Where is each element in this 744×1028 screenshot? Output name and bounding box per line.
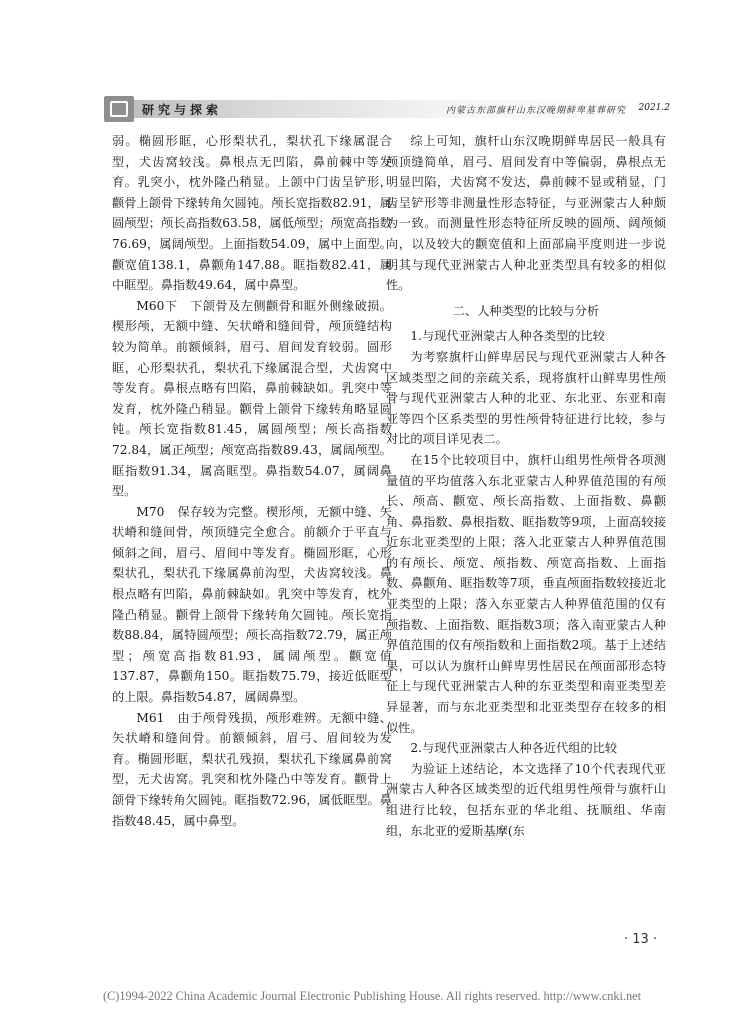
- paragraph: M60下 下颌骨及左侧颧骨和眶外侧缘破损。楔形颅，无额中缝、矢状嵴和缝间骨，颅顶缝结构较为简单。前额倾斜，眉弓、眉间发育较弱。圆形眶，心形梨状孔，梨状孔下缘属混合型，犬齿窝中等发育。鼻根点略有凹陷，鼻前棘缺如。乳突中等发育，枕外隆凸稍显。颧骨上颌骨下缘转角略显圆钝。颅长宽指数81.45，属圆颅型；颅长高指数72.84，属正颅型；颅宽高指数89.43，属阔颅型。眶指数91.34，属高眶型。鼻指数54.07，属阔鼻型。: [112, 298, 392, 499]
- paragraph: 为考察旗杆山鲜卑居民与现代亚洲蒙古人种各区域类型之间的亲疏关系，现将旗杆山鲜卑男性颅骨与现代亚洲蒙古人种的北亚、东北亚、东亚和南亚等四个区系类型的男性颅骨特征进行比较，参与对比的项目详见表二。: [386, 349, 666, 447]
- paragraph: M61 由于颅骨残损，颅形难辨。无额中缝、矢状嵴和缝间骨。前额倾斜，眉弓、眉间较为发育。椭圆形眶，梨状孔残损，梨状孔下缘属鼻前窝型，无犬齿窝。乳突和枕外隆凸中等发育。颧骨上颌骨下缘转角欠圆钝。眶指数72.96，属低眶型。鼻指数48.45，属中鼻型。: [112, 710, 392, 828]
- header-year: 2021.2: [638, 103, 670, 113]
- paragraph: 综上可知，旗杆山东汉晚期鲜卑居民一般具有颅顶缝简单，眉弓、眉间发育中等偏弱，鼻根点无明显凹陷，犬齿窝不发达，鼻前棘不显或稍显，门齿呈铲形等非测量性形态特征，与亚洲蒙古人种颇为一致。而测量性形态特征所反映的圆颅、阔颅倾向，以及较大的颧宽值和上面部扁平度则进一步说明其与现代亚洲蒙古人种北亚类型具有较多的相似性。: [386, 134, 666, 293]
- running-header: [104, 96, 672, 120]
- paragraph: M70 保存较为完整。楔形颅，无额中缝、矢状嵴和缝间骨，颅顶缝完全愈合。前额介于平直与倾斜之间，眉弓、眉间中等发育。椭圆形眶，心形梨状孔，梨状孔下缘属鼻前沟型，犬齿窝较浅。鼻根点略有凹陷，鼻前棘缺如。乳突中等发育，枕外隆凸稍显。颧骨上颌骨下缘转角欠圆钝。颅长宽指数88.84，属特圆颅型；颅长高指数72.79，属正颅型；颅宽高指数81.93，属阔颅型。颧宽值137.87，鼻颧角150。眶指数75.79，接近低眶型的上限。鼻指数54.87，属阔鼻型。: [112, 504, 392, 705]
- section-heading: 二、人种类型的比较与分析: [452, 303, 600, 318]
- paragraph: 在15个比较项目中，旗杆山组男性颅骨各项测量值的平均值落入东北亚蒙古人种界值范围的有颅长、颅高、颧宽、颅长高指数、上面指数、鼻颧角、鼻指数、鼻根指数、眶指数等9项，上面高较接近东北亚类型的上限；落入北亚蒙古人种界值范围的有颅长、颅宽、颅指数、颅宽高指数、上面指数、鼻颧角、眶指数等7项，垂直颅面指数较接近北亚类型的上限；落入东亚蒙古人种界值范围的仅有颅指数、上面指数、眶指数3项；落入南亚蒙古人种界值范围的仅有颅指数和上面指数2项。基于上述结果，可以认为旗杆山鲜卑男性居民在颅面部形态特征上与现代亚洲蒙古人种的东亚类型和南亚类型差异显著，而与东北亚类型和北亚类型存在较多的相似性。: [386, 452, 666, 735]
- header-journal-title: 内蒙古东部旗杆山东汉晚期鲜卑墓葬研究: [445, 106, 626, 116]
- left-column: [112, 131, 392, 831]
- copyright-footer: (C)1994-2022 China Academic Journal Electronic Publishing House. All rights reserved. http://www.cnki.net: [102, 989, 642, 1003]
- journal-logo-icon: [104, 96, 134, 122]
- subsection-heading: 2.与现代亚洲蒙古人种各近代组的比较: [410, 741, 618, 756]
- page-number: · 13 ·: [624, 932, 658, 947]
- header-section-title: 研究与探索: [142, 103, 223, 117]
- subsection-heading: 1.与现代亚洲蒙古人种各类型的比较: [410, 329, 605, 344]
- right-column: [386, 131, 666, 841]
- paragraph: 弱。椭圆形眶，心形梨状孔，梨状孔下缘属混合型，犬齿窝较浅。鼻根点无凹陷，鼻前棘中等发育。乳突小，枕外隆凸稍显。上颌中门齿呈铲形，颧骨上颌骨下缘转角欠圆钝。颅长宽指数82.91，属圆颅型；颅长高指数63.58，属低颅型；颅宽高指数76.69，属阔颅型。上面指数54.09，属中上面型。颧宽值138.1，鼻颧角147.88。眶指数82.41，属中眶型。鼻指数49.64，属中鼻型。: [112, 134, 392, 293]
- paragraph: 为验证上述结论，本文选择了10个代表现代亚洲蒙古人种各区域类型的近代组男性颅骨与旗杆山组进行比较，包括东亚的华北组、抚顺组、华南组，东北亚的爱斯基摩(东: [386, 761, 666, 838]
